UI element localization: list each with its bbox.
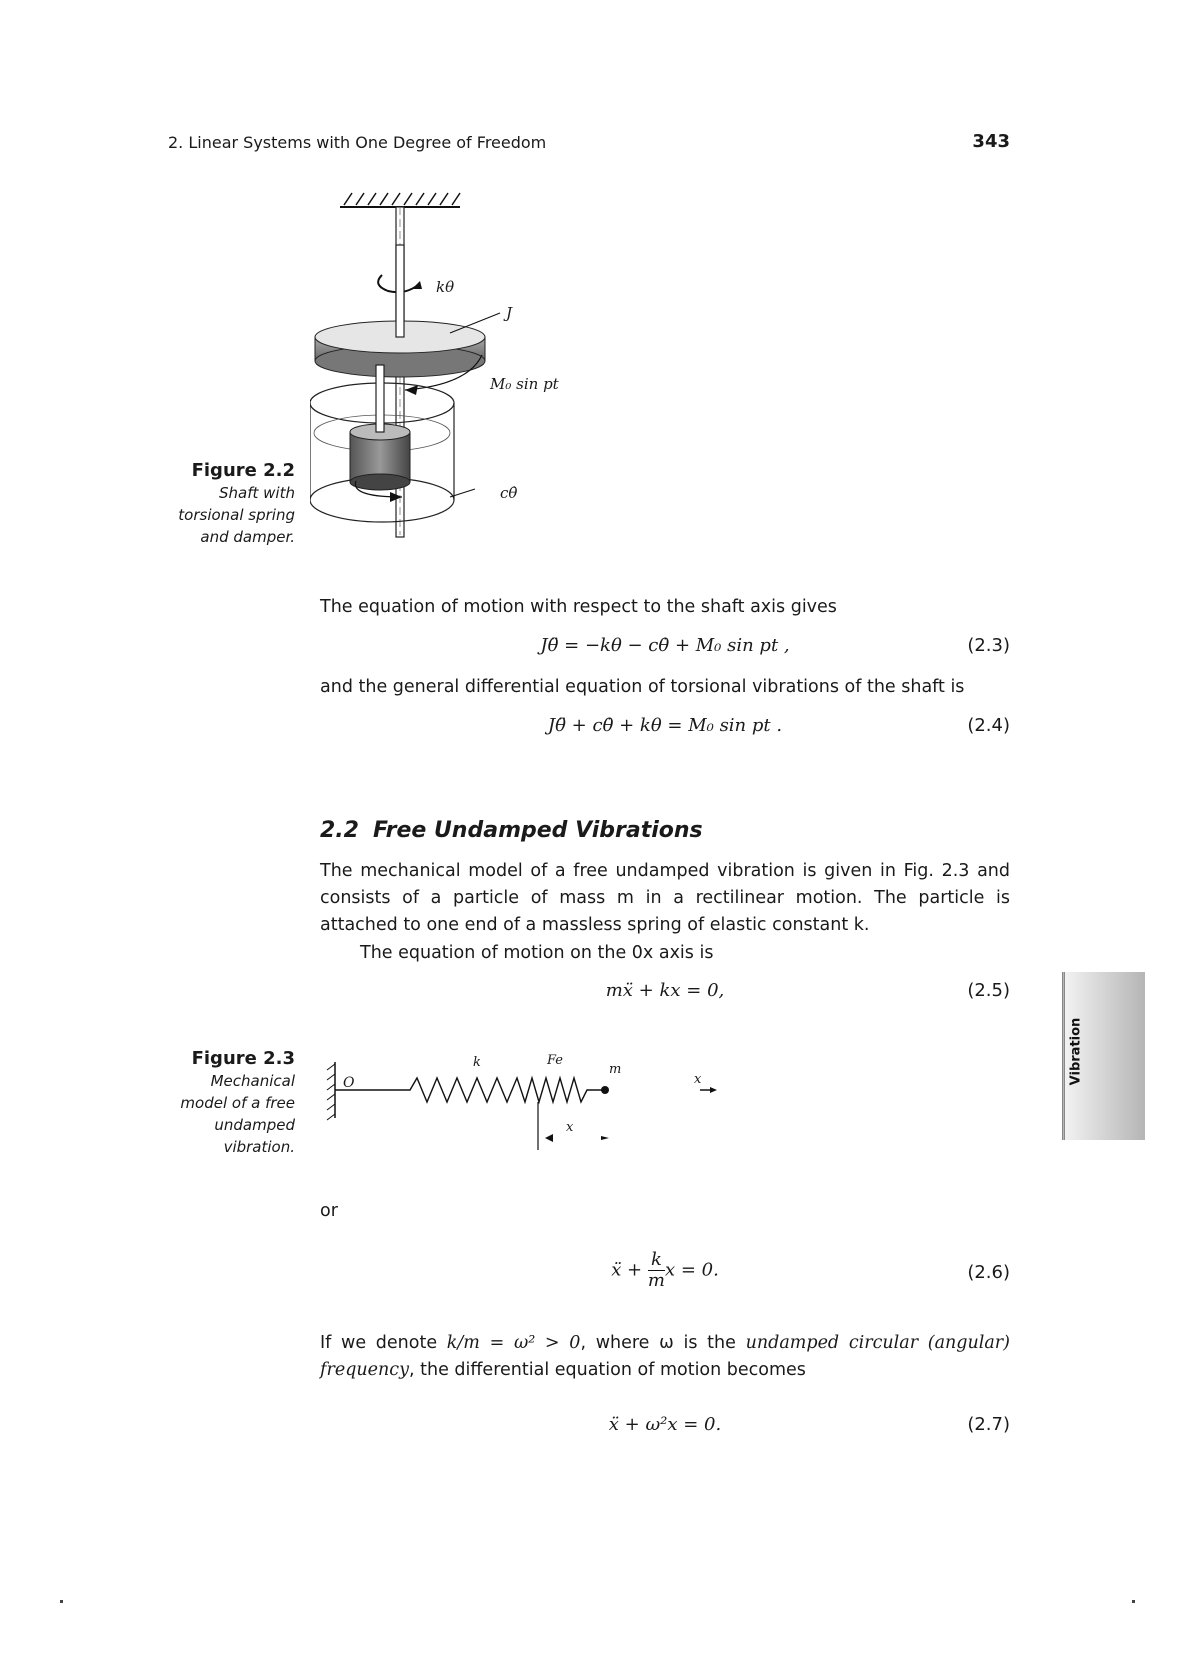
figure-2-2-caption-line: Shaft with bbox=[219, 484, 295, 502]
figure-2-3-caption-line: vibration. bbox=[223, 1138, 295, 1156]
figure-2-3-caption-line: Mechanical bbox=[210, 1072, 295, 1090]
inline-math: k/m = ω² > 0 bbox=[446, 1333, 581, 1353]
defined-term: undamped circular (angular) frequency bbox=[320, 1333, 1010, 1380]
thumb-tab-label: Vibration bbox=[1068, 1017, 1084, 1086]
fraction-numerator: k bbox=[648, 1250, 665, 1271]
equation-text: Jθ̈ = −kθ − cθ̇ + M₀ sin pt , bbox=[540, 635, 790, 656]
paragraph-text: , where ω is the bbox=[580, 1333, 746, 1353]
ceiling-support bbox=[340, 193, 460, 207]
figure-2-3-caption bbox=[95, 1048, 295, 1158]
figure-2-3-caption-line: model of a free bbox=[180, 1094, 295, 1112]
equation-text bbox=[320, 1250, 1010, 1291]
figure-2-2-diagram bbox=[310, 185, 570, 555]
displacement-marker bbox=[538, 1102, 609, 1150]
paragraph: or bbox=[320, 1201, 338, 1221]
equation-number: (2.5) bbox=[967, 980, 1010, 1001]
equation-2-6 bbox=[320, 1250, 1010, 1300]
paragraph bbox=[320, 1330, 1010, 1384]
label-inertia: J bbox=[506, 304, 513, 322]
fraction-denominator: m bbox=[647, 1270, 665, 1291]
paragraph-text: , the differential equation of motion becomes bbox=[409, 1360, 806, 1380]
corner-mark bbox=[1132, 1600, 1135, 1603]
figure-2-2-caption-line: and damper. bbox=[200, 528, 295, 546]
axis-arrow bbox=[700, 1087, 717, 1093]
figure-2-2-caption bbox=[95, 460, 295, 548]
inertia-disk bbox=[315, 245, 500, 377]
equation-text: ẍ + ω²x = 0. bbox=[608, 1414, 722, 1435]
equation-rhs: x = 0. bbox=[664, 1259, 719, 1281]
equation-lhs: ẍ + bbox=[611, 1259, 648, 1281]
figure-2-3-label: Figure 2.3 bbox=[191, 1048, 295, 1069]
label-origin: O bbox=[343, 1075, 355, 1091]
label-damping: cθ̇ bbox=[500, 484, 518, 502]
thumb-tab bbox=[1062, 972, 1145, 1140]
equation-2-3 bbox=[320, 635, 1010, 669]
paragraph: and the general differential equation of torsional vibrations of the shaft is bbox=[320, 677, 965, 697]
section-heading bbox=[320, 818, 703, 843]
equation-number: (2.3) bbox=[967, 635, 1010, 656]
page-number: 343 bbox=[972, 131, 1010, 152]
paragraph: The mechanical model of a free undamped vibration is given in Fig. 2.3 and consists of a particle of mass m in a rectilinear motion. The particle is attached to one end of a massless spring of elastic constant k. bbox=[320, 861, 1010, 935]
equation-number: (2.4) bbox=[967, 715, 1010, 736]
equation-number: (2.7) bbox=[967, 1414, 1010, 1435]
label-spring: k bbox=[473, 1055, 481, 1070]
section-number: 2.2 bbox=[320, 818, 359, 843]
running-head: 2. Linear Systems with One Degree of Freedom bbox=[168, 133, 547, 152]
label-force: Fe bbox=[547, 1053, 564, 1068]
label-axis: x bbox=[694, 1072, 702, 1087]
figure-2-2-caption-line: torsional spring bbox=[178, 506, 295, 524]
equation-number: (2.6) bbox=[967, 1262, 1010, 1283]
figure-2-3-caption-line: undamped bbox=[214, 1116, 295, 1134]
section-title: Free Undamped Vibrations bbox=[372, 818, 703, 843]
figure-2-2-label: Figure 2.2 bbox=[191, 460, 295, 481]
figure-2-3-diagram bbox=[325, 1052, 725, 1152]
paragraph: The equation of motion with respect to the shaft axis gives bbox=[320, 597, 837, 617]
spring bbox=[335, 1078, 603, 1102]
mass-particle bbox=[601, 1086, 609, 1094]
equation-text: Jθ̈ + cθ̇ + kθ = M₀ sin pt . bbox=[547, 715, 783, 736]
corner-mark bbox=[60, 1600, 63, 1603]
equation-2-4 bbox=[320, 715, 1010, 749]
paragraph: The equation of motion on the 0x axis is bbox=[360, 943, 714, 963]
label-spring-torque: kθ bbox=[436, 278, 455, 296]
equation-text: mẍ + kx = 0, bbox=[605, 980, 725, 1001]
equation-2-5 bbox=[320, 980, 1010, 1014]
equation-fraction bbox=[648, 1250, 665, 1291]
label-displacement: x bbox=[566, 1120, 574, 1135]
wall bbox=[327, 1062, 335, 1120]
paragraph-text: If we denote bbox=[320, 1333, 447, 1353]
equation-2-7 bbox=[320, 1414, 1010, 1448]
label-moment: M₀ sin pt bbox=[490, 375, 559, 393]
label-mass: m bbox=[609, 1062, 622, 1077]
